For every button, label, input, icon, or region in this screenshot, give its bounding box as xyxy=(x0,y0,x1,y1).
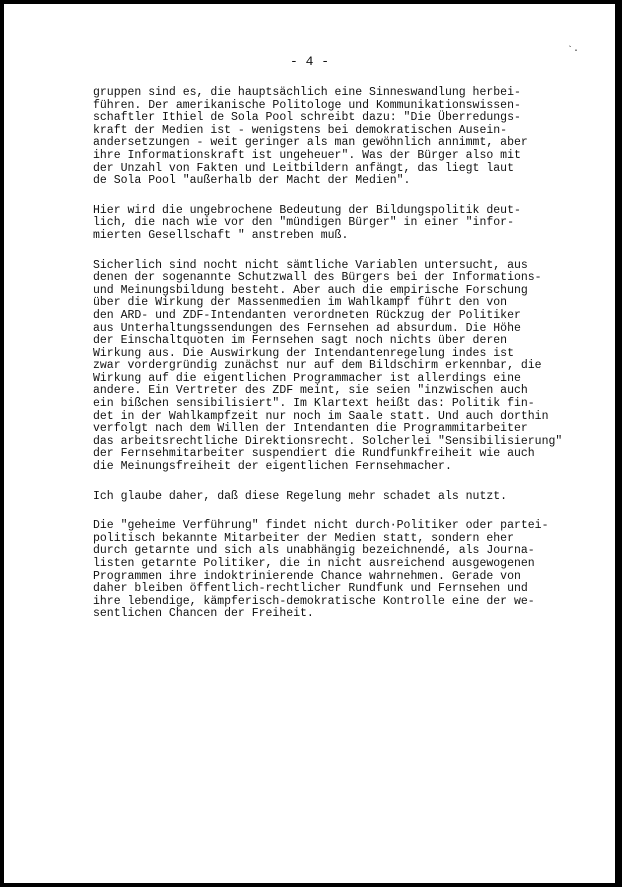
text-line: Sicherlich sind nocht nicht sämtliche Variablen untersucht, aus xyxy=(93,258,528,272)
text-line: denen der sogenannte Schutzwall des Bürgers bei der Informations- xyxy=(93,271,542,285)
text-line: durch getarnte und sich als unabhängig bezeichnendé, als Journa- xyxy=(93,544,535,558)
text-line: die Meinungsfreiheit der eigentlichen Fernsehmacher. xyxy=(93,460,452,474)
text-line: aus Unterhaltungssendungen des Fernsehen ad absurdum. Die Höhe xyxy=(93,321,521,335)
paragraph xyxy=(93,491,583,504)
text-line: und Meinungsbildung besteht. Aber auch die empirische Forschung xyxy=(93,283,528,297)
text-line: det in der Wahlkampfzeit nur noch im Saale statt. Und auch dorthin xyxy=(93,409,549,423)
text-line: listen getarnte Politiker, die in nicht ausreichend ausgewogenen xyxy=(93,557,535,570)
page-number: - 4 - xyxy=(289,54,329,69)
text-line: gruppen sind es, die hauptsächlich eine Sinneswandlung herbei- xyxy=(93,86,521,99)
text-line: andere. Ein Vertreter des ZDF meint, sie seien "inzwischen auch xyxy=(93,384,528,398)
text-line: zwar vordergründig zunächst nur auf dem Bildschirm erkennbar, die xyxy=(93,359,542,373)
text-line: mierten Gesellschaft " anstreben muß. xyxy=(93,228,349,242)
text-line: Programmen ihre indoktrinierende Chance wahrnehmen. Gerade von xyxy=(93,569,521,583)
text-line: lich, die nach wie vor den "mündigen Bürger" in einer "infor- xyxy=(93,216,514,230)
paragraph xyxy=(93,205,583,243)
text-line: kraft der Medien ist - wenigstens bei demokratischen Ausein- xyxy=(93,123,508,137)
text-line: führen. Der amerikanische Politologe und Kommunikationswissen- xyxy=(93,98,521,112)
paragraph xyxy=(93,260,583,474)
text-line: der Einschaltquoten im Fernsehen sagt noch nichts über deren xyxy=(93,334,508,348)
corner-mark: `· xyxy=(567,46,580,57)
text-line: Hier wird die ungebrochene Bedeutung der Bildungspolitik deut- xyxy=(93,203,521,217)
text-line: den ARD- und ZDF-Intendanten verordneten Rückzug der Politiker xyxy=(93,308,521,322)
text-line: ein bißchen sensibilisiert". Im Klartext heißt das: Politik fin- xyxy=(93,397,535,411)
body-text xyxy=(93,87,583,638)
paragraph xyxy=(93,520,583,621)
text-line: das arbeitsrechtliche Direktionsrecht. Solcherlei "Sensibilisierung" xyxy=(93,434,563,448)
text-line: ihre lebendige, kämpferisch-demokratische Kontrolle eine der we- xyxy=(93,594,535,608)
paragraph xyxy=(93,87,583,188)
text-line: über die Wirkung der Massenmedien im Wahlkampf führt den von xyxy=(93,296,508,310)
text-line: der Unzahl von Fakten und Leitbildern anfängt, das liegt laut xyxy=(93,161,514,175)
text-line: Ich glaube daher, daß diese Regelung mehr schadet als nutzt. xyxy=(93,489,508,503)
text-line: daher bleiben öffentlich-rechtlicher Rundfunk und Fernsehen und xyxy=(93,582,528,596)
text-line: Wirkung aus. Die Auswirkung der Intendantenregelung indes ist xyxy=(93,346,514,360)
text-line: verfolgt nach dem Willen der Intendanten die Programmitarbeiter xyxy=(93,422,528,436)
text-line: Die "geheime Verführung" findet nicht durch·Politiker oder partei- xyxy=(93,519,549,533)
text-line: ihre Informationskraft ist ungeheuer". Was der Bürger also mit xyxy=(93,148,521,162)
text-line: schaftler Ithiel de Sola Pool schreibt dazu: "Die Überredungs- xyxy=(93,111,521,125)
text-line: de Sola Pool "außerhalb der Macht der Medien". xyxy=(93,174,411,188)
text-line: andersetzungen - weit geringer als man gewöhnlich annimmt, aber xyxy=(93,136,528,150)
text-line: sentlichen Chancen der Freiheit. xyxy=(93,607,314,621)
text-line: Wirkung auf die eigentlichen Programmacher ist allerdings eine xyxy=(93,371,521,385)
text-line: politisch bekannte Mitarbeiter der Medien statt, sondern eher xyxy=(93,531,514,545)
text-line: der Fernsehmitarbeiter suspendiert die Rundfunkfreiheit wie auch xyxy=(93,447,535,461)
